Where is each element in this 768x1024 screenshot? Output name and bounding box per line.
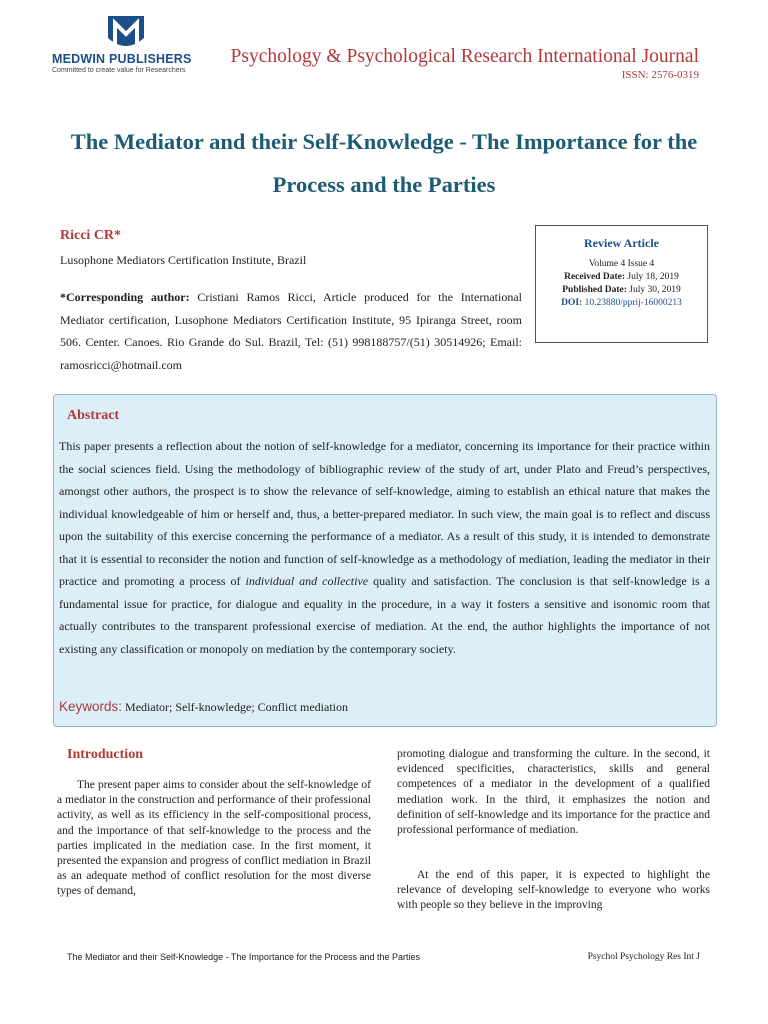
keywords-list: Mediator; Self-knowledge; Conflict mediation — [122, 700, 348, 714]
abstract-text-italic: individual and collective — [245, 574, 369, 588]
journal-issn: ISSN: 2576-0319 — [621, 69, 699, 81]
received-date — [536, 272, 707, 282]
abstract-text-part1: This paper presents a reflection about the notion of self-knowledge for a mediator, concerning its importance for their practice within the social sciences field. Using the methodology of bibliographic review of the study of art, under Plato and Freud’s perspectives, amongst other authors, the prospect is to show the relevance of self-knowledge, aiming to establish an ethical nature that makes the individual knowledgeable of him or herself and, thus, a better-prepared mediator. In such view, the main goal is to reflect and discuss upon the suitability of this exercise concerning the performance of a mediator. As a result of this study, it is intended to demonstrate that it is essential to reconsider the notion and function of self-knowledge as a methodology of mediation, leading the mediator in their practice and promoting a process of — [59, 439, 710, 588]
abstract-heading: Abstract — [67, 408, 120, 423]
footer-journal-abbrev: Psychol Psychology Res Int J — [587, 952, 700, 962]
review-article-box — [535, 225, 708, 343]
doi-link[interactable]: 10.23880/pprij-16000213 — [582, 298, 682, 308]
abstract-box — [53, 394, 717, 727]
abstract-text — [59, 435, 710, 660]
corresponding-details: Cristiani Ramos Ricci, Article produced for the International Mediator certification, Lusophone Mediators Certification Institute, 95 Ipiranga Street, room 506. Center. Canoes. Rio Grande do Sul. Brazil, Tel: (51) 998188757/(51) 30514926; Email: ramosricci@hotmail.com — [60, 290, 522, 372]
corresponding-label: *Corresponding author: — [60, 290, 190, 304]
publisher-name: MEDWIN PUBLISHERS — [52, 52, 192, 66]
received-date-label: Received Date: — [564, 272, 626, 282]
journal-name: Psychology & Psychological Research International Journal — [230, 46, 699, 67]
corresponding-author — [60, 286, 522, 376]
doi — [536, 298, 707, 308]
medwin-shield-icon — [104, 14, 148, 54]
received-date-value: July 18, 2019 — [625, 272, 679, 282]
introduction-heading: Introduction — [67, 747, 143, 762]
introduction-column-1: The present paper aims to consider about the self-knowledge of a mediator in the construction and performance of their professional activity, as well as its efficiency in the self-compositional process, and the importance of that self-knowledge to the process and the parties implicated in the mediation case. In the first moment, it presented the expansion and progress of conflict mediation in Brazil as an adequate method of conflict resolution for the most diverse types of demand, — [57, 779, 371, 898]
keywords-label: Keywords: — [59, 699, 123, 714]
article-title: The Mediator and their Self-Knowledge - The Importance for the Process and the Parties — [70, 129, 698, 197]
publisher-tagline: Committed to create value for Researchers — [52, 67, 186, 74]
keywords-row — [59, 699, 348, 715]
author-affiliation: Lusophone Mediators Certification Institute, Brazil — [60, 253, 307, 267]
article-type: Review Article — [584, 236, 659, 250]
published-date — [536, 285, 707, 295]
volume-issue: Volume 4 Issue 4 — [588, 259, 655, 269]
abstract-text-part2: quality and satisfaction. The conclusion is that self-knowledge is a fundamental issue for practice, for dialogue and equality in the procedure, in a way it fosters a sensitive and isonomic room that actually contributes to the transparent professional exercise of mediation. At the end, the author highlights the importance of not existing any classification or monopoly on mediation by the contemporary society. — [59, 574, 710, 656]
published-date-label: Published Date: — [562, 285, 627, 295]
introduction-column-2-para-1: promoting dialogue and transforming the culture. In the second, it evidenced specificities, characteristics, skills and general competences of a mediator in the development of a qualified mediation work. In the third, it emphasizes the notion and definition of self-knowledge and its importance for the practice and professional performance of mediation. — [397, 748, 710, 837]
doi-label: DOI: — [561, 298, 583, 308]
introduction-column-2-para-2: At the end of this paper, it is expected to highlight the relevance of developing self-knowledge to everyone who works with people so they believe in the improving — [397, 869, 710, 912]
published-date-value: July 30, 2019 — [626, 285, 681, 295]
footer-running-title: The Mediator and their Self-Knowledge - The Importance for the Process and the Parties — [67, 952, 421, 962]
publisher-logo — [52, 14, 202, 72]
author-name: Ricci CR* — [60, 228, 122, 243]
